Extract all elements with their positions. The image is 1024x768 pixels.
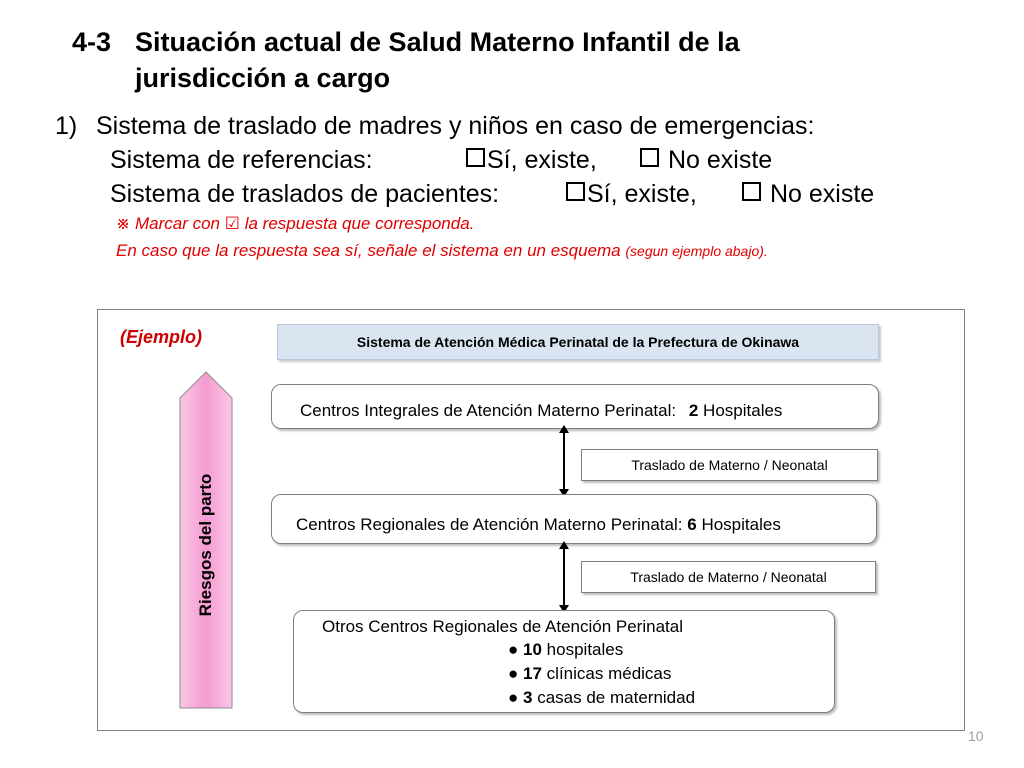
level3-item-count: 10 xyxy=(523,640,542,659)
level3-title: Otros Centros Regionales de Atención Perinatal xyxy=(322,617,683,636)
heading-number: 4-3 xyxy=(72,27,112,57)
referral-yes-checkbox[interactable] xyxy=(466,148,485,167)
referral-label: Sistema de referencias: xyxy=(110,146,373,174)
level1-label: Centros Integrales de Atención Materno Perinatal: xyxy=(300,401,677,420)
bullet-icon: ● xyxy=(508,688,519,707)
level3-item xyxy=(508,638,623,662)
transfer-box-1-text: Traslado de Materno / Neonatal xyxy=(631,457,828,473)
level1-unit: Hospitales xyxy=(703,401,783,420)
diagram-header xyxy=(277,324,879,360)
referral-yes-option[interactable] xyxy=(466,145,597,175)
level3-item-count: 3 xyxy=(523,688,533,707)
instruction-note xyxy=(116,213,474,235)
scheme-note-small: (segun ejemplo abajo). xyxy=(625,243,768,259)
transfer-yes-label: Sí, existe, xyxy=(587,180,697,208)
scheme-note-main: En caso que la respuesta sea sí, señale el sistema en un esquema xyxy=(116,241,621,260)
connector-arrow-1-icon xyxy=(556,425,572,497)
transfer-yes-option[interactable] xyxy=(566,179,697,209)
check-mark-icon: ☑ xyxy=(224,214,240,233)
bullet-icon: ● xyxy=(508,640,519,659)
diagram-header-text: Sistema de Atención Médica Perinatal de la Prefectura de Okinawa xyxy=(356,334,800,350)
transfer-box-2-text: Traslado de Materno / Neonatal xyxy=(630,569,827,585)
transfer-label: Sistema de traslados de pacientes: xyxy=(110,180,500,208)
level1-count: 2 xyxy=(688,401,699,420)
level2-text xyxy=(296,515,781,535)
transfer-no-option[interactable] xyxy=(742,179,874,209)
level2-unit: Hospitales xyxy=(701,515,781,534)
item-title: Sistema de traslado de madres y niños en caso de emergencias: xyxy=(96,112,815,140)
transfer-box-1 xyxy=(581,449,878,481)
note-suffix: la respuesta que corresponda. xyxy=(244,214,475,233)
example-label: (Ejemplo) xyxy=(120,327,203,347)
heading-line-2: jurisdicción a cargo xyxy=(135,63,391,93)
page-number: 10 xyxy=(968,728,984,744)
item-label: 1) xyxy=(55,112,78,140)
transfer-no-checkbox[interactable] xyxy=(742,182,761,201)
level3-item xyxy=(508,662,671,686)
risk-arrow-label: Riesgos del parto xyxy=(196,473,215,617)
level2-label: Centros Regionales de Atención Materno Perinatal: xyxy=(296,515,683,534)
note-prefix: ※ Marcar con xyxy=(116,214,220,233)
referral-no-option[interactable] xyxy=(640,145,772,175)
level3-item-label: clínicas médicas xyxy=(546,664,672,683)
scheme-note xyxy=(116,240,768,262)
transfer-box-2 xyxy=(581,561,876,593)
bullet-icon: ● xyxy=(508,664,519,683)
level3-item-label: casas de maternidad xyxy=(537,688,696,707)
referral-no-checkbox[interactable] xyxy=(640,148,659,167)
heading-line-1: Situación actual de Salud Materno Infantil de la xyxy=(135,27,740,57)
referral-yes-label: Sí, existe, xyxy=(487,146,597,174)
connector-arrow-2-icon xyxy=(556,541,572,613)
transfer-yes-checkbox[interactable] xyxy=(566,182,585,201)
referral-no-label: No existe xyxy=(667,146,773,174)
level3-item xyxy=(508,686,695,710)
level3-item-count: 17 xyxy=(523,664,542,683)
level2-count: 6 xyxy=(687,515,697,534)
level1-text xyxy=(300,401,782,421)
transfer-no-label: No existe xyxy=(769,180,875,208)
level3-item-label: hospitales xyxy=(546,640,624,659)
